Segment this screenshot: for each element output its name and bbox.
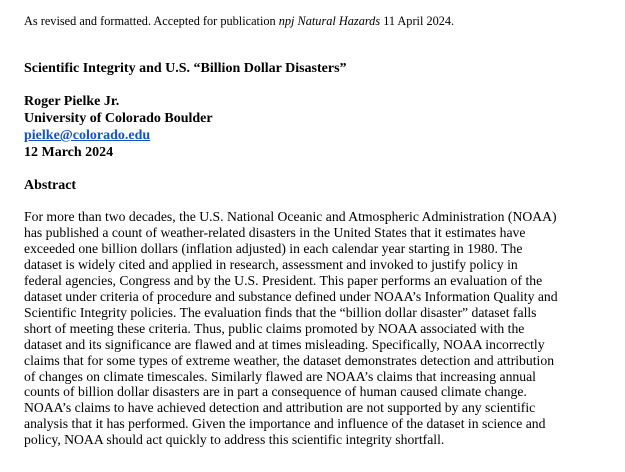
abstract-line: has published a count of weather-related disasters in the United States that it estimates have	[24, 224, 526, 240]
abstract-line: federal agencies, Congress and by the U.S. President. This paper performs an evaluation of the	[24, 272, 543, 288]
abstract-line: NOAA’s claims to have achieved detection and attribution are not supported by any scientific	[24, 400, 536, 416]
abstract-line: dataset is widely cited and applied in research, assessment and invoked to justify policy in	[24, 256, 518, 272]
abstract-line: counts of billion dollar disasters are in part a consequence of human caused climate change.	[24, 384, 527, 400]
abstract-line: exceeded one billion dollars (inflation adjusted) in each calendar year starting in 1980. The	[24, 240, 523, 256]
manuscript-date: 12 March 2024	[24, 145, 114, 160]
author-affiliation: University of Colorado Boulder	[24, 111, 213, 126]
abstract-line: of changes on climate timescales. Similarly flawed are NOAA’s claims that increasing annual	[24, 368, 536, 384]
author-block	[24, 93, 213, 161]
abstract-line: dataset under criteria of procedure and substance defined under NOAA’s Information Quality and	[24, 288, 558, 304]
acceptance-date: 11 April 2024.	[383, 14, 455, 28]
abstract-line: dataset and its significance are flawed and at times misleading. Specifically, NOAA incorrectly	[24, 336, 545, 352]
paper-title: Scientific Integrity and U.S. “Billion Dollar Disasters”	[24, 61, 347, 76]
abstract-line: analysis that it has performed. Given the importance and influence of the dataset in science and	[24, 416, 546, 432]
author-email-link[interactable]: pielke@colorado.edu	[24, 128, 151, 143]
abstract-body	[24, 209, 610, 448]
publication-note-text: As revised and formatted. Accepted for publication	[24, 14, 276, 28]
author-name: Roger Pielke Jr.	[24, 94, 120, 109]
journal-name: npj Natural Hazards	[278, 14, 381, 28]
abstract-line: For more than two decades, the U.S. National Oceanic and Atmospheric Administration (NOAA)	[24, 209, 557, 224]
publication-note	[24, 13, 454, 29]
abstract-heading: Abstract	[24, 178, 77, 193]
abstract-line: Scientific Integrity policies. The evaluation finds that the “billion dollar disaster” dataset falls	[24, 304, 537, 320]
abstract-line: short of meeting these criteria. Thus, public claims promoted by NOAA associated with the	[24, 320, 525, 336]
abstract-line: policy, NOAA should act quickly to address this scientific integrity shortfall.	[24, 432, 445, 448]
abstract-line: claims that for some types of extreme weather, the dataset demonstrates detection and attribution	[24, 352, 555, 368]
